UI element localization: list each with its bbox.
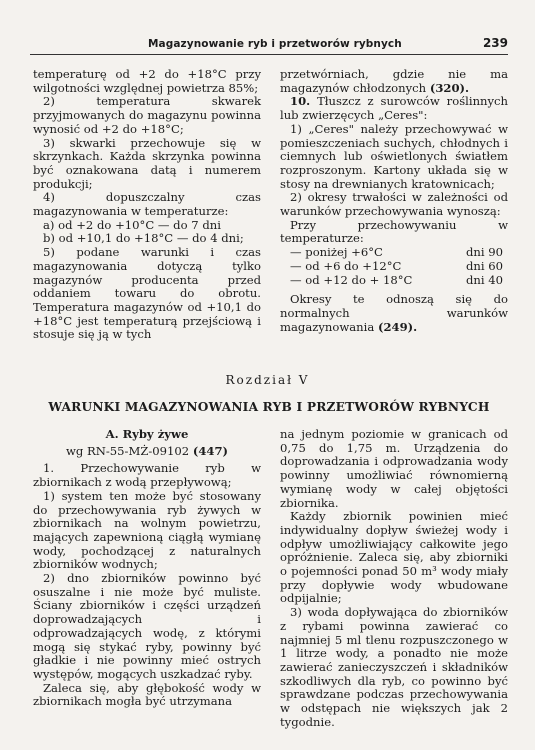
list-item: a) od +2 do +10°C — do 7 dni [43,217,221,232]
paragraph: na jednym poziomie w granicach od 0,75 do 1,75 m. Urządzenia do doprowadzania i odprowadzania wody powinny umożliwiać równomierną wymianę wody w całej objętości zbiornika. [280,427,508,510]
section-heading: WARUNKI MAGAZYNOWANIA RYB I PRZETWORÓW RYBNYCH [48,400,490,414]
paragraph: 2) dno zbiorników powinno być osuszalne i nie może być muliste. Ściany zbiorników i części urządzeń doprowadzających i odprowadzających wodę, z którymi mogą się stykać ryby, powinny być gładkie i nie powinny mieć ostrych występów, mogących uszkadzać ryby. [33,571,261,681]
bottom-left-column [33,428,261,709]
storage-row: — od +12 do + 18°C dni 40 [290,272,504,287]
item-number: 10. [290,94,311,109]
reference-number: (320). [429,80,470,95]
page-number: 239 [482,36,508,50]
storage-row: — od +6 do +12°C dni 60 [290,258,504,273]
paragraph: 5) podane warunki i czas magazynowania dotyczą tylko magazynów producenta przed oddaniem towaru do obrotu. Temperatura magazynów od +10,1 do +18°C jest temperaturą przejściową i stosuje się ją w tych [33,245,261,342]
paragraph: 1. Przechowywanie ryb w zbiornikach z wodą przepływową; [33,461,261,490]
storage-row: — poniżej +6°C dni 90 [290,245,504,260]
paragraph: przetwórniach, gdzie nie ma magazynów chłodzonych (320). [280,67,508,95]
list-item: b) od +10,1 do +18°C — do 4 dni; [43,231,244,246]
paragraph: 3) skwarki przechowuje się w skrzynkach. Każda skrzynka powinna być oznakowana datą i numerem produkcji; [33,135,261,191]
paragraph: 2) temperatura skwarek przyjmowanych do magazynu powinna wynosić od +2 do +18°C; [33,94,261,136]
paragraph: Okresy te odnoszą się do normalnych warunków magazynowania (249). [280,292,508,334]
paragraph: 4) dopuszczalny czas magazynowania w temperaturze: [33,190,261,219]
paragraph: 3) woda dopływająca do zbiorników z rybami powinna zawierać co najmniej 5 ml tlenu rozpuszczonego w 1 litrze wody, a ponadto nie może zawierać zanieczyszczeń i składników szkodliwych dla ryb, co powinno być sprawdzane podczas przechowywania w odstępach nie większych jak 2 tygodnie. [280,605,508,729]
header-title: Magazynowanie ryb i przetworów rybnych [148,38,402,50]
subheading: A. Ryby żywe [105,427,189,441]
top-right-column [280,68,508,334]
paragraph: 1) system ten może być stosowany do przechowywania ryb żywych w zbiornikach na wolnym powietrzu, mających zapewnioną ciągłą wymianę wody, pochodzącej z naturalnych zbiorników wodnych; [33,488,261,572]
reference-number: (447) [192,443,229,458]
paragraph: Każdy zbiornik powinien mieć indywidualny dopływ świeżej wody i odpływ umożliwiający całkowite jego opróżnienie. Zaleca się, aby zbiorniki o pojemności ponad 50 m³ wody miały przy dopływie wody wbudowane odpijalnie; [280,509,508,606]
paragraph: 2) okresy trwałości w zależności od warunków przechowywania wynoszą: [280,190,508,219]
paragraph: 1) „Ceres" należy przechowywać w pomieszczeniach suchych, chłodnych i ciemnych lub oświetlonych światłem rozproszonym. Kartony układa się w stosy na drewnianych kratownicach; [280,121,508,191]
standard-reference: wg RN-55-MŻ-09102 (447) [65,443,229,458]
chapter-label: Rozdział V [225,373,310,387]
paragraph: temperaturę od +2 do +18°C przy wilgotności względnej powietrza 85%; [33,67,261,95]
paragraph: Zaleca się, aby głębokość wody w zbiornikach mogła być utrzymana [33,680,261,709]
paragraph: Przy przechowywaniu w temperaturze: [280,217,508,246]
paragraph: 10. Tłuszcz z surowców roślinnych lub zwierzęcych „Ceres": [280,94,509,123]
running-header [30,36,508,55]
reference-number: (249). [377,319,418,334]
bottom-right-column [280,428,508,729]
top-left-column [33,68,261,342]
standard-code: RN-55-MŻ-09102 [87,443,190,458]
